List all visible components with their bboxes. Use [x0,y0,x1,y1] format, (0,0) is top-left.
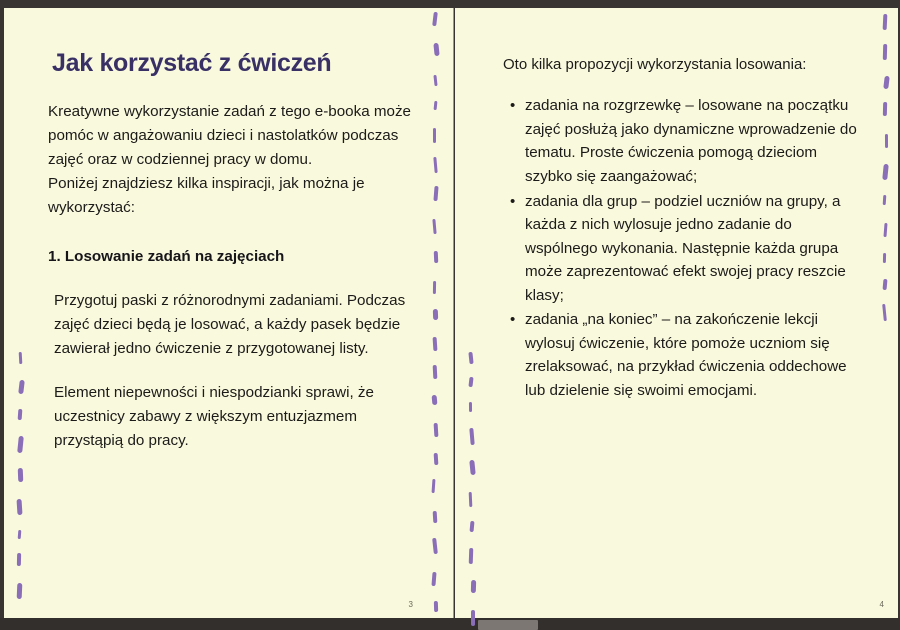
decorative-dash-right-page-left-edge [469,402,472,412]
decorative-dash-left-page-right-edge [432,395,438,405]
decorative-dash-right-page-right-edge [883,195,887,205]
decorative-dash-left-page-right-edge [433,128,436,143]
viewer-top-bar [0,0,900,8]
decorative-dash-left-page-left-edge [18,468,24,482]
page-left [4,8,454,618]
decorative-dash-right-page-right-edge [883,253,886,263]
decorative-dash-right-page-left-edge [469,548,474,564]
left-paragraph-1: Kreatywne wykorzystanie zadań z tego e-booka może pomóc w angażowaniu dzieci i nastolatków podczas zajęć oraz w codziennej pracy w domu. [48,103,412,169]
left-paragraph-4: Element niepewności i niespodzianki sprawi, że uczestnicy zabawy z większym entuzjazmem przystąpią do pracy. [54,383,374,449]
decorative-dash-right-page-right-edge [885,134,888,148]
horizontal-scrollbar-thumb[interactable] [478,620,538,630]
decorative-dash-left-page-right-edge [433,511,438,523]
decorative-dash-left-page-right-edge [434,251,439,263]
left-page-content [48,48,418,453]
left-paragraph-3: Przygotuj paski z różnorodnymi zadaniami. Podczas zajęć dzieci będą je losować, a każdy pasek będzie zawierał jedno ćwiczenie z przygotowanej listy. [54,291,406,357]
viewer-bottom-bar [0,618,900,630]
decorative-dash-right-page-left-edge [471,580,476,593]
decorative-dash-left-page-left-edge [17,499,23,515]
right-page-content [503,53,863,404]
spacer [48,220,418,246]
decorative-dash-right-page-right-edge [883,14,888,30]
page-number-right: 4 [879,600,884,609]
decorative-dash-left-page-left-edge [18,409,23,420]
spacer [48,361,418,381]
list-item: • zadania dla grup – podziel uczniów na grupy, a każda z nich wylosuje jedno zadanie do wspólnego wykonania. Następnie każda grupa może zaprezentować efekt swojej pracy reszcie klasy; [525,190,863,308]
decorative-dash-left-page-right-edge [433,365,438,379]
right-intro-text: Oto kilka propozycji wykorzystania losowania: [503,56,807,73]
page-right [455,8,898,618]
proposals-list [503,94,863,402]
decorative-dash-right-page-left-edge [471,610,475,626]
spacer [48,269,418,289]
left-subheading: 1. Losowanie zadań na zajęciach [48,248,285,266]
decorative-dash-left-page-left-edge [19,352,23,364]
page-number-left: 3 [408,600,413,609]
decorative-dash-left-page-right-edge [433,309,438,320]
left-paragraph-2: Poniżej znajdziesz kilka inspiracji, jak można je wykorzystać: [48,175,365,217]
page-title: Jak korzystać z ćwiczeń [52,49,332,77]
decorative-dash-left-page-right-edge [433,337,438,351]
decorative-dash-left-page-left-edge [17,553,21,566]
decorative-dash-left-page-right-edge [434,601,438,612]
decorative-dash-right-page-right-edge [883,44,887,60]
decorative-dash-right-page-left-edge [469,492,473,507]
list-item: • zadania na rozgrzewkę – losowane na początku zajęć posłużą jako dynamiczne wprowadzenie do tematu. Proste ćwiczenia pomogą dzieciom szybko się zaangażować; [525,94,863,188]
decorative-dash-left-page-right-edge [434,453,439,465]
decorative-dash-right-page-right-edge [883,102,887,116]
decorative-dash-left-page-right-edge [434,423,439,437]
decorative-dash-left-page-right-edge [433,281,436,294]
decorative-dash-left-page-left-edge [17,583,23,599]
list-item: • zadania „na koniec” – na zakończenie lekcji wylosuj ćwiczenie, które pomoże uczniom się zrelaksować, na przykład ćwiczenia oddechowe lub dzielenie się swoimi emocjami. [525,308,863,402]
